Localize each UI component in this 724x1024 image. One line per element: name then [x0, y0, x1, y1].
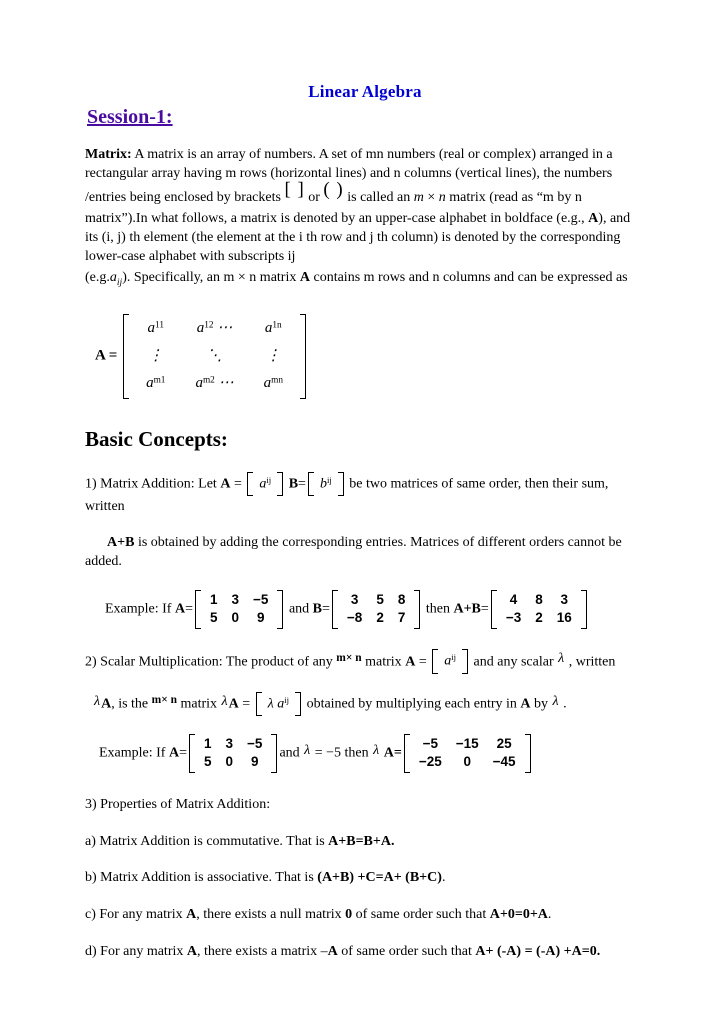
property-commutative: a) Matrix Addition is commutative. That is A+B=B+A. [85, 833, 395, 849]
example-matrix-addition: Example: If A= 1 3 −5 5 0 9 and B= 3 5 8 −8 2 7 then A+B= 4 8 3 −3 2 16 [105, 590, 645, 629]
session-heading: Session-1: [87, 106, 173, 128]
basic-concepts-heading: Basic Concepts: [85, 426, 228, 451]
page-content [85, 82, 645, 961]
matrix-a-display-equation: A = $a^{11}$ $a^{12}$ ⋯ $a^{1n}$ ⋮ ⋱ ⋮ $a^{m1}$ $a^{m2}$ ⋯ $a^{mn}$ [95, 314, 645, 399]
item-properties-heading: 3) Properties of Matrix Addition: [85, 797, 271, 813]
matrix-definition-paragraph: Matrix: A matrix is an array of numbers. A set of mn numbers (real or complex) arranged in a rectangular array having m rows (horizontal lines) and n columns (vertical lines), the numbers /entries being enclosed by brackets [ ] or ( ) is called an m × n matrix (read as “m by n matrix”).In what follows, a matrix is denoted by an upper-case alphabet in boldface (e.g., A), and its (i, j) th element (the element at the i th row and j th column) is denoted by the corresponding lower-case alphabet with subscripts ij [85, 147, 631, 264]
property-null-matrix: c) For any matrix A, there exists a null matrix 0 of same order such that A+0=0+A. [85, 906, 552, 922]
item-scalar-multiplication: 2) Scalar Multiplication: The product of any $^{m\times n}$ matrix A = $a^{ij}$ and any scalar λ , written [85, 649, 645, 674]
matrix-notation-paragraph: $(e.g.a_{ij})$. Specifically, an m × n matrix A contains m rows and n columns and can be expressed as [85, 269, 628, 288]
scalar-multiplication-result-line: λA, is the $^{m\times n}$ matrix λA = λ $a^{ij}$ obtained by multiplying each entry in A by λ . [93, 692, 645, 717]
paragraph-matrix-sum: A+B is obtained by adding the corresponding entries. Matrices of different orders cannot be added. [85, 534, 622, 570]
property-associative: b) Matrix Addition is associative. That is (A+B) +C=A+ (B+C). [85, 870, 446, 886]
page-title: Linear Algebra [308, 82, 422, 101]
property-additive-inverse: d) For any matrix A, there exists a matrix –A of same order such that A+ (-A) = (-A) +A=0. [85, 943, 601, 959]
example-scalar-multiplication: Example: If A= 1 3 −5 5 0 9 and λ = −5 then λ A= −5 −15 25 −25 0 −45 [99, 734, 645, 773]
item-matrix-addition: 1) Matrix Addition: Let A = $a^{ij}$ B= $b^{ij}$ be two matrices of same order, then their sum, written [85, 472, 645, 519]
